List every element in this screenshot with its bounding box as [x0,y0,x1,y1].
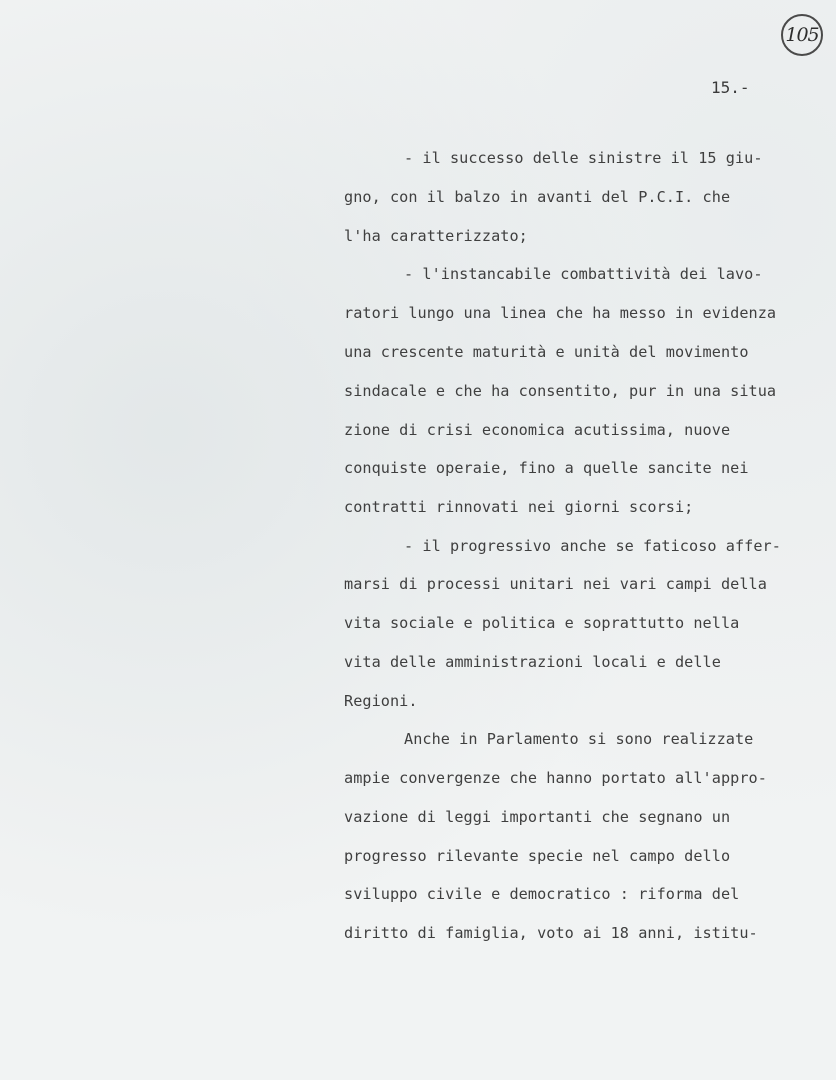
text-line: vazione di leggi importanti che segnano un [344,808,731,826]
text-line: ratori lungo una linea che ha messo in evidenza [344,304,777,322]
text-line: progresso rilevante specie nel campo dello [344,847,731,865]
text-line: gno, con il balzo in avanti del P.C.I. che [344,188,731,206]
text-line: - il progressivo anche se faticoso affer- [404,537,781,555]
text-line: vita sociale e politica e soprattutto nella [344,614,740,632]
text-line: sviluppo civile e democratico : riforma del [344,885,740,903]
text-line: ampie convergenze che hanno portato all'appro- [344,769,767,787]
text-line: zione di crisi economica acutissima, nuove [344,421,731,439]
text-line: marsi di processi unitari nei vari campi della [344,575,767,593]
text-line: conquiste operaie, fino a quelle sancite nei [344,459,749,477]
text-line: sindacale e che ha consentito, pur in una situa [344,382,777,400]
text-line: - l'instancabile combattività dei lavo- [404,265,763,283]
text-line: Anche in Parlamento si sono realizzate [404,730,754,748]
text-line: Regioni. [344,692,418,710]
text-line: contratti rinnovati nei giorni scorsi; [344,498,694,516]
text-line: diritto di famiglia, voto ai 18 anni, istitu- [344,924,758,942]
text-line: - il successo delle sinistre il 15 giu- [404,149,763,167]
text-line: una crescente maturità e unità del movimento [344,343,749,361]
text-line: l'ha caratterizzato; [344,227,528,245]
page-number: 15.- [711,78,750,97]
text-line: vita delle amministrazioni locali e delle [344,653,721,671]
archive-number: 105 [785,24,819,46]
